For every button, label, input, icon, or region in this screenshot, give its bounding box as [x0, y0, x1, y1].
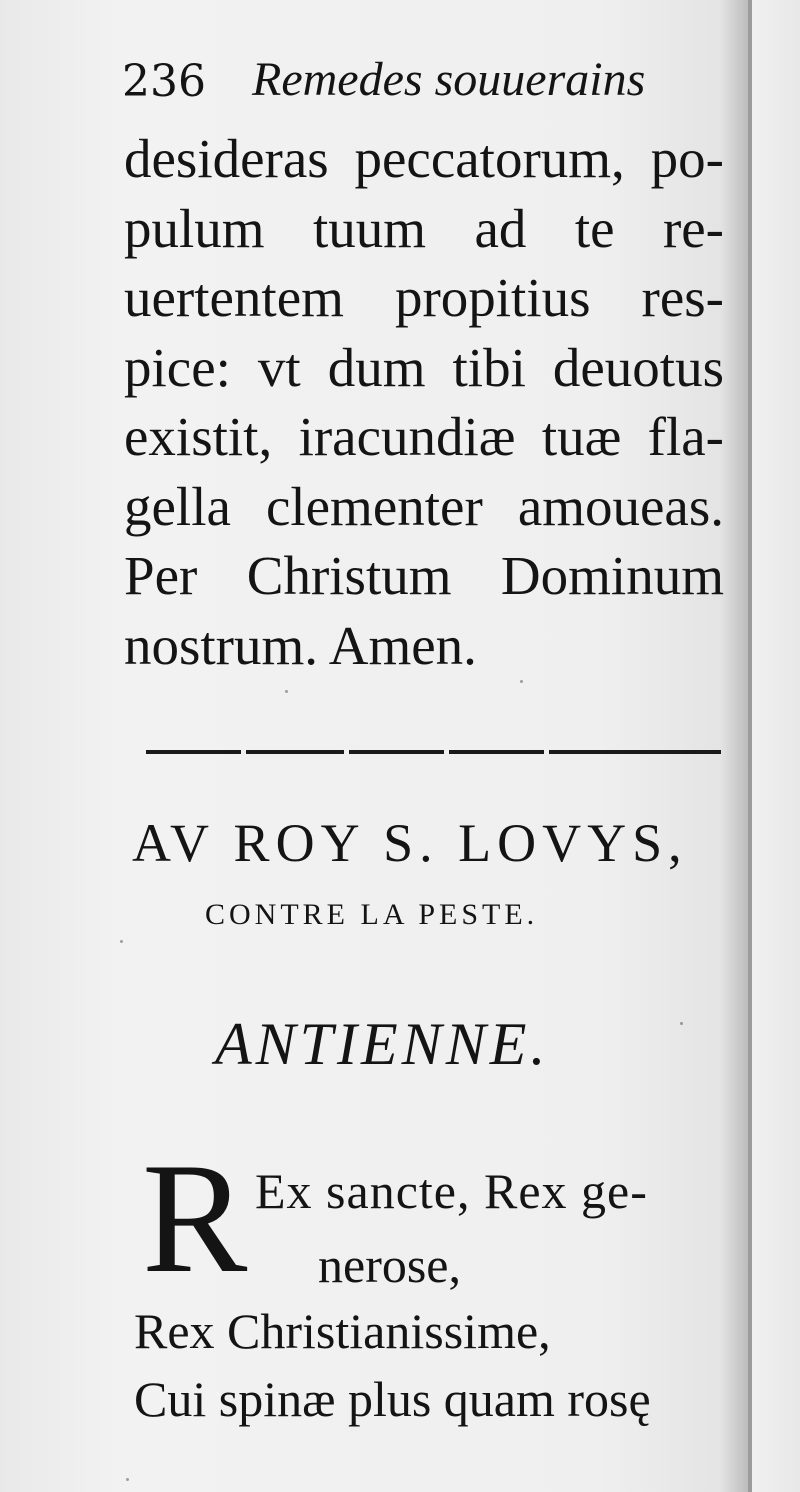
prayer-line: gella clementer amoueas.	[124, 475, 724, 537]
paper-speck	[285, 690, 288, 693]
antienne-line: nerose,	[318, 1237, 461, 1293]
divider-segment	[349, 750, 444, 754]
paper-speck	[126, 1478, 129, 1481]
prayer-line: pice: vt dum tibi deuotus	[124, 336, 724, 398]
prayer-line: nostrum. Amen.	[124, 614, 477, 676]
page-spine-shadow	[748, 0, 752, 1492]
prayer-line: desideras peccatorum, po-	[124, 128, 724, 189]
section-subtitle: CONTRE LA PESTE.	[205, 898, 539, 931]
section-title: AV ROY S. LOVYS,	[132, 813, 688, 873]
prayer-line: Per Christum Dominum	[124, 545, 724, 606]
divider-segment	[246, 750, 344, 754]
divider-segment	[146, 750, 241, 754]
divider-segment	[449, 750, 544, 754]
divider-segment	[549, 750, 721, 754]
paper-speck	[120, 940, 123, 943]
section-divider	[146, 750, 721, 758]
antienne-label: ANTIENNE.	[215, 1011, 550, 1077]
page-header	[122, 52, 682, 112]
prayer-text	[124, 124, 734, 680]
paper-speck	[520, 680, 523, 683]
paper-speck	[680, 1022, 683, 1025]
prayer-line: pulum tuum ad te re-	[124, 197, 724, 259]
antienne-line: Cui spinæ plus quam rosę	[134, 1371, 651, 1427]
prayer-line: existit, iracundiæ tuæ fla-	[124, 406, 724, 467]
drop-cap: R	[142, 1131, 248, 1306]
antienne-line: Rex Christianissime,	[134, 1303, 551, 1359]
antienne-line: Ex sancte, Rex ge-	[255, 1163, 648, 1219]
prayer-line: uertentem propitius res-	[124, 267, 724, 328]
page-number: 236	[122, 56, 206, 107]
running-title: Remedes souuerains	[252, 53, 646, 106]
